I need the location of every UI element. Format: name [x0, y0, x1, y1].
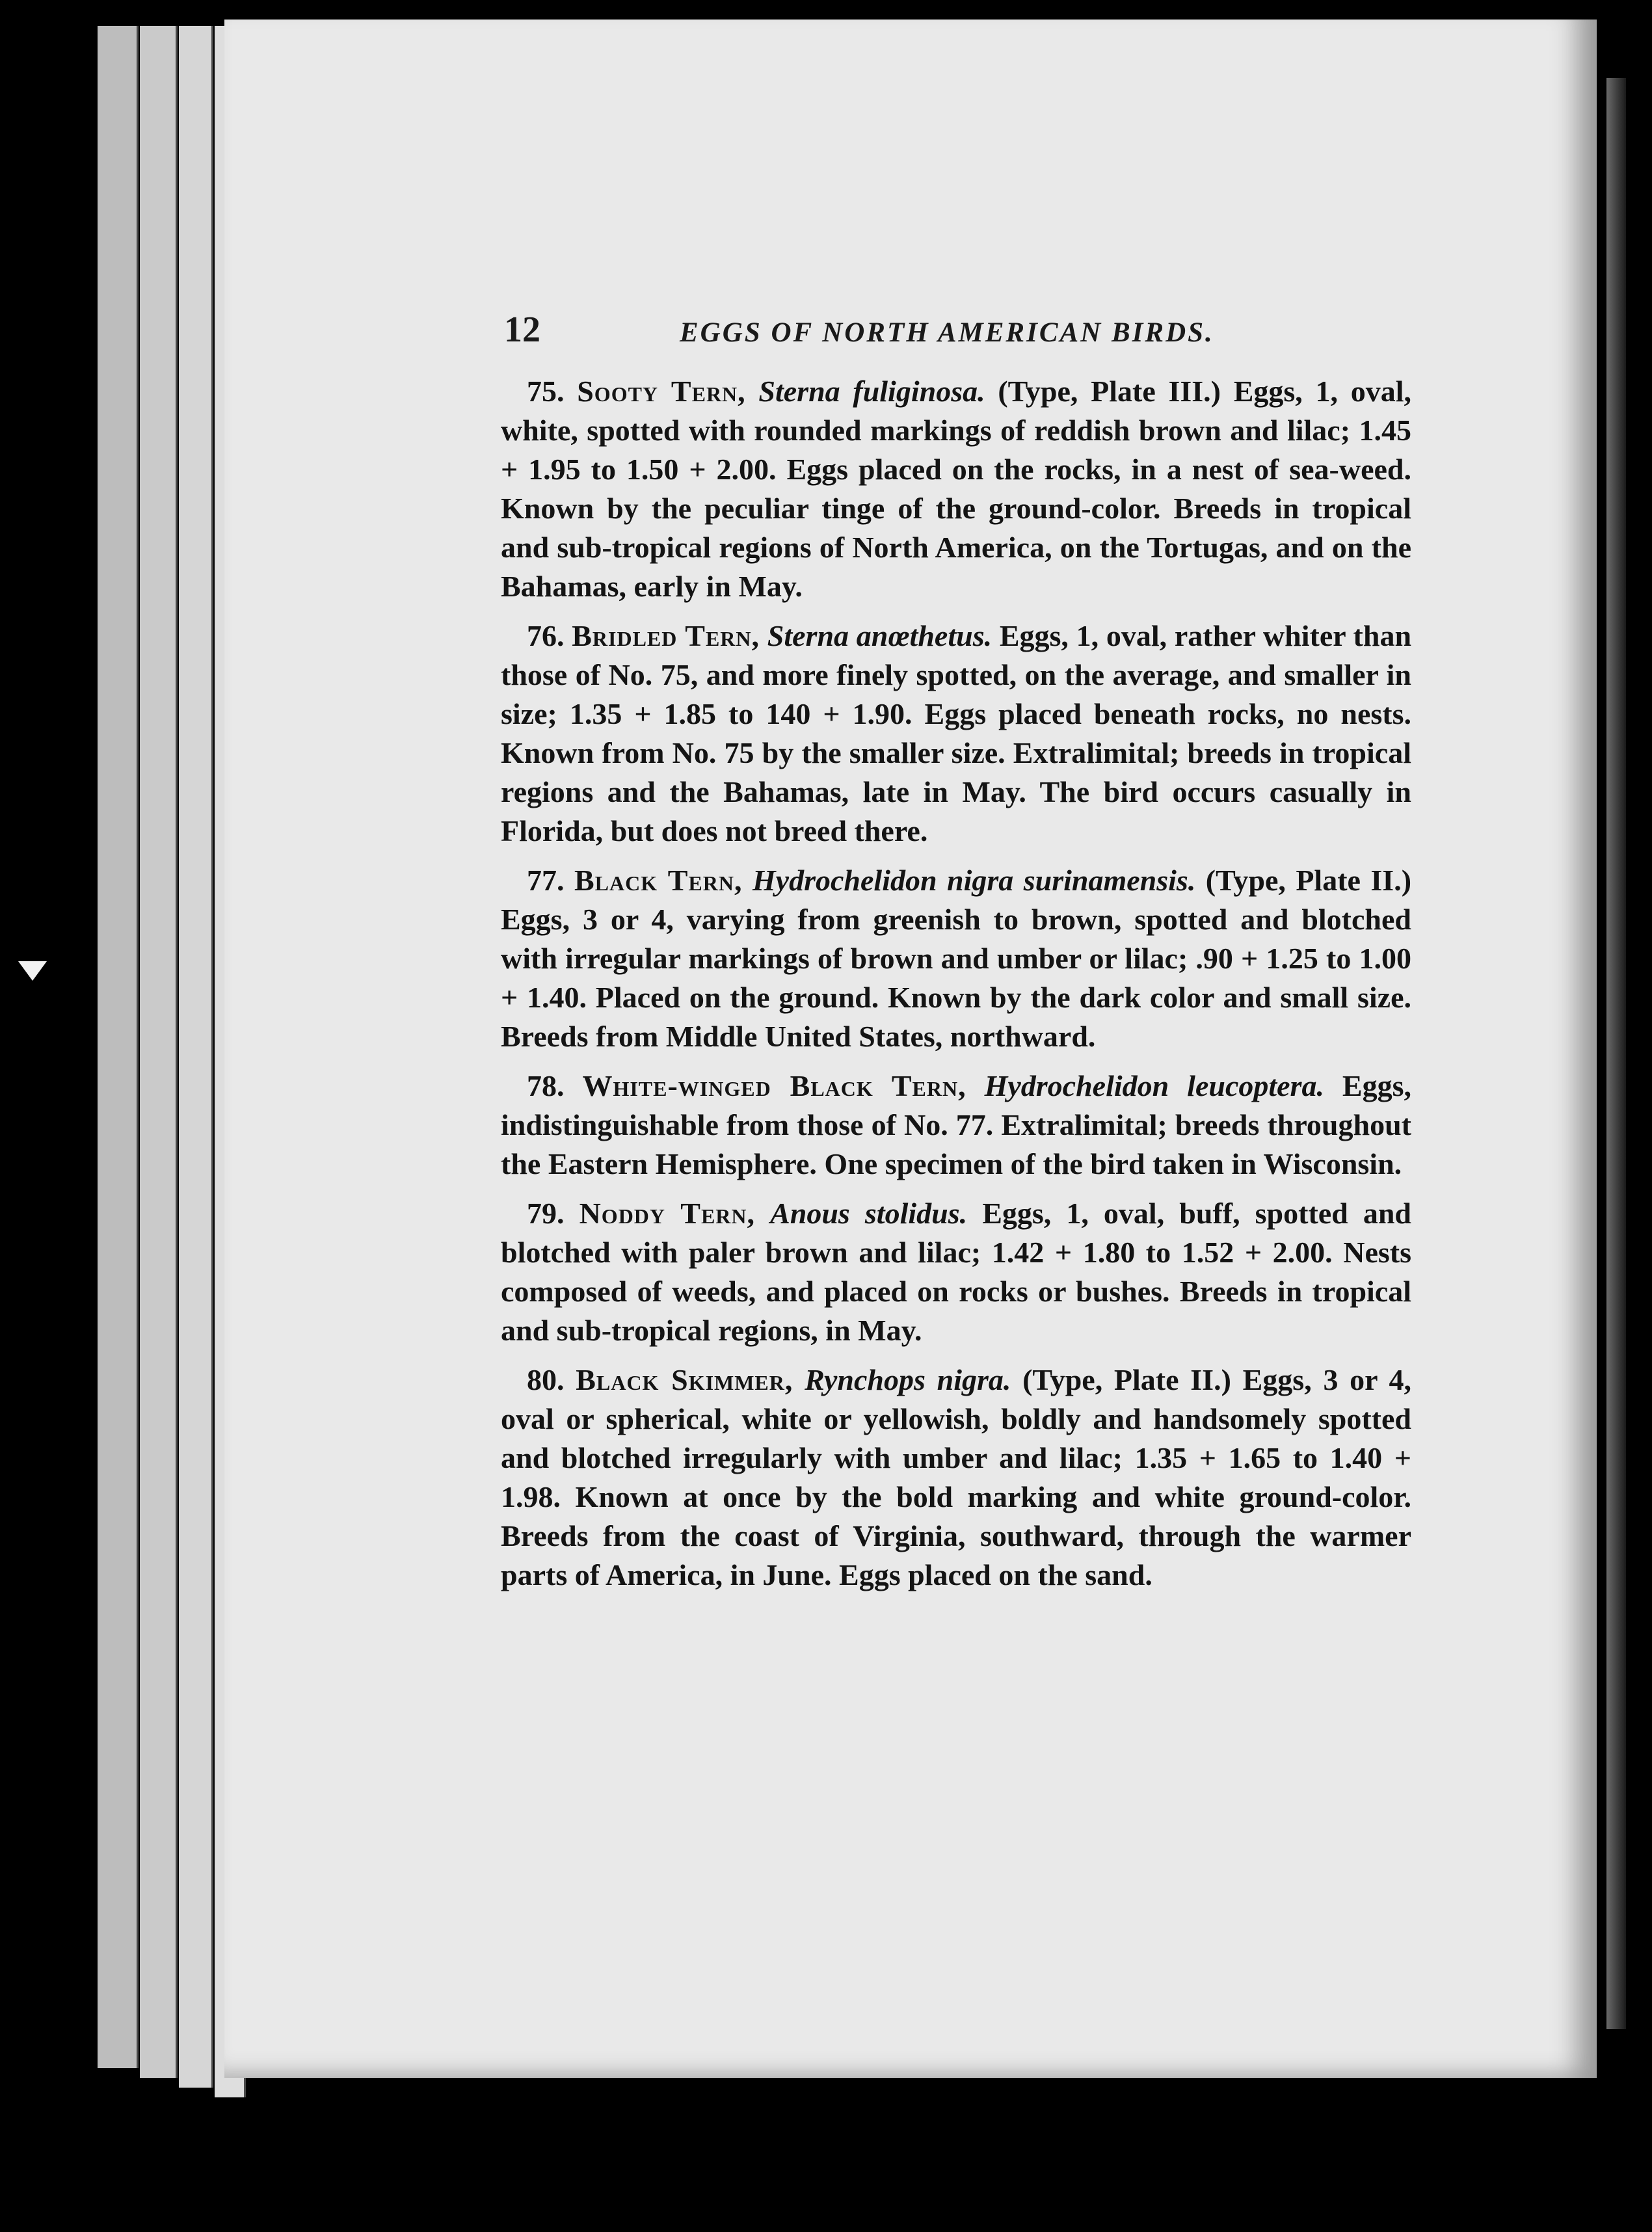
- entry-number: 79.: [527, 1197, 565, 1230]
- entry-text: Eggs, indistinguishable from those of No. 77. Extralimital; breeds throughout the Eastern Hemisphere. One specimen of the bird taken in Wisconsin.: [501, 1069, 1411, 1180]
- entry-text: (Type, Plate III.) Eggs, 1, oval, white, spotted with rounded markings of reddish brown and lilac; 1.45 + 1.95 to 1.50 + 2.00. Eggs placed on the rocks, in a nest of sea-weed. Known by the peculiar tinge of the ground-color. Breeds in tropical and sub-tropical regions of North America, on the Tortugas, and on the Bahamas, early in May.: [501, 375, 1412, 603]
- scientific-name: Hydrochelidon leucoptera.: [984, 1069, 1324, 1102]
- entry-75: [501, 372, 1411, 606]
- scientific-name: Sterna fuliginosa.: [758, 375, 985, 408]
- scientific-name: Anous stolidus.: [770, 1197, 968, 1230]
- scientific-name: Hydrochelidon nigra surinamensis.: [752, 864, 1196, 897]
- common-name: White-winged Black Tern,: [582, 1069, 966, 1102]
- common-name: Black Skimmer,: [576, 1363, 793, 1396]
- entry-76: [501, 617, 1411, 851]
- page-edge: [98, 26, 139, 2068]
- scientific-name: Sterna anœthetus.: [767, 619, 993, 652]
- gutter-shadow: [1606, 78, 1626, 2029]
- entry-number: 76.: [527, 619, 565, 652]
- entry-number: 75.: [527, 375, 565, 408]
- entry-77: [501, 861, 1411, 1056]
- entry-number: 80.: [527, 1363, 565, 1396]
- entry-80: [501, 1361, 1411, 1595]
- page-edge: [179, 26, 213, 2088]
- page-header: [504, 309, 1252, 351]
- page-number: 12: [504, 310, 540, 350]
- common-name: Sooty Tern,: [577, 375, 746, 408]
- common-name: Bridled Tern,: [572, 619, 760, 652]
- common-name: Noddy Tern,: [579, 1197, 755, 1230]
- entry-text: Eggs, 1, oval, rather whiter than those of No. 75, and more finely spotted, on the average, and smaller in size; 1.35 + 1.85 to 140 + 1.90. Eggs placed beneath rocks, no nests. Known from No. 75 by the smaller size. Extralimital; breeds in tropical regions and the Bahamas, late in May. The bird occurs casually in Florida, but does not breed there.: [501, 619, 1412, 847]
- running-head: EGGS OF NORTH AMERICAN BIRDS.: [680, 317, 1214, 348]
- page-body: [501, 372, 1411, 1605]
- scientific-name: Rynchops nigra.: [805, 1363, 1011, 1396]
- entry-number: 77.: [527, 864, 565, 897]
- entry-number: 78.: [527, 1069, 565, 1102]
- entry-text: (Type, Plate II.) Eggs, 3 or 4, oval or spherical, white or yellowish, boldly and handsomely spotted and blotched irregularly with umber and lilac; 1.35 + 1.65 to 1.40 + 1.98. Known at once by the bold marking and white ground-color. Breeds from the coast of Virginia, southward, through the warmer parts of America, in June. Eggs placed on the sand.: [501, 1363, 1411, 1591]
- entry-78: [501, 1067, 1411, 1184]
- entry-79: [501, 1194, 1411, 1350]
- entry-text: Eggs, 1, oval, buff, spotted and blotched with paler brown and lilac; 1.42 + 1.80 to 1.52 + 2.00. Nests composed of weeds, and placed on rocks or bushes. Breeds in tropical and sub-tropical regions, in May.: [501, 1197, 1412, 1347]
- common-name: Black Tern,: [574, 864, 743, 897]
- margin-mark-icon: [18, 961, 47, 981]
- page-edge: [140, 26, 178, 2078]
- entry-text: (Type, Plate II.) Eggs, 3 or 4, varying from greenish to brown, spotted and blotched with irregular markings of brown and umber or lilac; .90 + 1.25 to 1.00 + 1.40. Placed on the ground. Known by the dark color and small size. Breeds from Middle United States, northward.: [501, 864, 1412, 1053]
